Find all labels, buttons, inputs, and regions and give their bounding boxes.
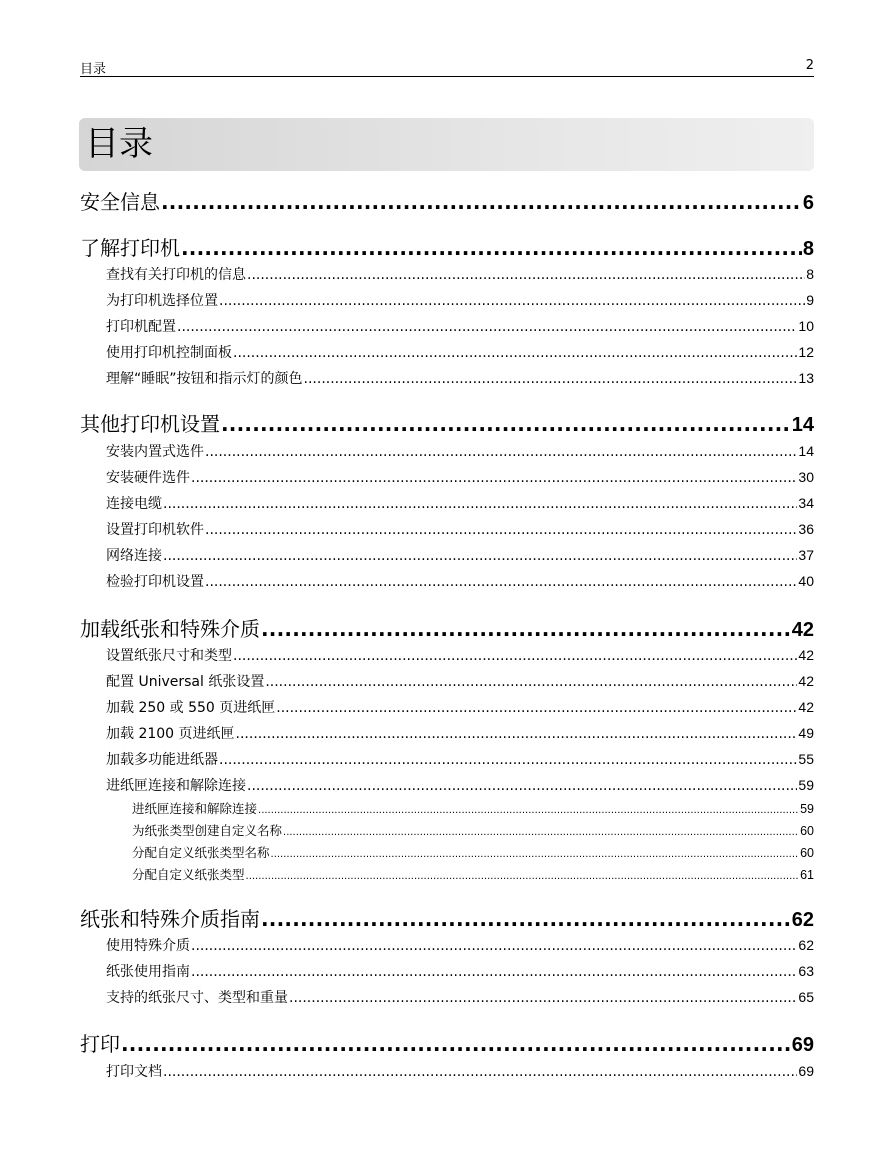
toc-dot-leader [261,907,791,931]
toc-section-entry[interactable] [106,467,814,487]
toc-entry-title: 检验打印机设置 [106,574,204,590]
toc-entry-title: 分配自定义纸张类型 [132,867,245,882]
toc-section-entry[interactable] [106,519,814,539]
header-page-number: 2 [805,58,814,73]
toc-entry-title: 加载 2100 页进纸匣 [106,726,235,742]
toc-entry-page: 9 [806,292,814,308]
toc-dot-leader [177,319,797,335]
header-title: 目录 [80,62,107,77]
toc-dot-leader [219,752,797,768]
toc-entry-title: 连接电缆 [106,496,162,512]
toc-entry-title: 安全信息 [80,190,160,214]
toc-dot-leader [181,236,802,260]
toc-entry-title: 安装内置式选件 [106,444,204,460]
toc-dot-leader [233,648,797,664]
toc-entry-page: 60 [800,824,814,838]
toc-entry-page: 65 [798,989,814,1005]
toc-dot-leader [221,412,791,436]
toc-section-entry[interactable] [106,342,814,362]
toc-entry-title: 为打印机选择位置 [106,293,218,309]
toc-entry-page: 40 [798,573,814,589]
toc-entry-title: 支持的纸张尺寸、类型和重量 [106,990,288,1006]
toc-entry-title: 理解“睡眠”按钮和指示灯的颜色 [106,371,303,387]
toc-entry-title: 打印 [80,1032,120,1056]
toc-section-entry[interactable] [106,987,814,1007]
toc-entry-title: 使用特殊介质 [106,938,190,954]
toc-dot-leader [236,726,798,742]
toc-entry-title: 网络连接 [106,548,162,564]
toc-entry-page: 13 [798,370,814,386]
toc-dot-leader [265,674,797,690]
toc-chapter-entry[interactable] [80,186,814,215]
toc-section-entry[interactable] [106,775,814,795]
toc-entry-title: 加载纸张和特殊介质 [80,617,260,641]
toc-dot-leader [246,871,800,882]
toc-section-entry[interactable] [106,697,814,717]
toc-section-entry[interactable] [106,571,814,591]
toc-entry-page: 14 [791,414,814,436]
toc-dot-leader [233,345,797,361]
toc-entry-page: 30 [798,469,814,485]
toc-dot-leader [219,293,805,309]
toc-dot-leader [205,444,797,460]
toc-entry-title: 进纸匣连接和解除连接 [106,778,246,794]
toc-entry-page: 34 [798,495,814,511]
toc-banner [79,118,814,171]
toc-section-entry[interactable] [106,316,814,336]
toc-section-entry[interactable] [106,264,814,284]
toc-section-entry[interactable] [106,441,814,461]
toc-entry-title: 打印文档 [106,1064,162,1080]
toc-entry-title: 查找有关打印机的信息 [106,267,246,283]
toc-entry-page: 59 [800,802,814,816]
toc-entry-title: 设置打印机软件 [106,522,204,538]
toc-entry-page: 61 [800,868,814,882]
toc-dot-leader [191,470,797,486]
toc-section-entry[interactable] [106,961,814,981]
toc-entry-page: 14 [798,443,814,459]
toc-entry-page: 69 [791,1034,814,1056]
toc-entry-page: 8 [806,266,814,282]
toc-entry-title: 加载 250 或 550 页进纸匣 [106,700,276,716]
toc-section-entry[interactable] [106,723,814,743]
toc-dot-leader [161,190,802,214]
toc-entry-title: 加载多功能进纸器 [106,752,218,768]
toc-dot-leader [247,778,797,794]
toc-chapter-entry[interactable] [80,613,814,642]
toc-section-entry[interactable] [106,935,814,955]
toc-chapter-entry[interactable] [80,408,814,437]
toc-section-entry[interactable] [106,493,814,513]
toc-section-entry[interactable] [106,1061,814,1081]
toc-subsection-entry[interactable] [132,865,814,883]
toc-section-entry[interactable] [106,645,814,665]
toc-entry-title: 设置纸张尺寸和类型 [106,648,232,664]
toc-dot-leader [276,700,797,716]
toc-entry-page: 42 [798,699,814,715]
toc-dot-leader [163,496,797,512]
toc-dot-leader [121,1032,791,1056]
toc-entry-page: 55 [798,751,814,767]
toc-subsection-entry[interactable] [132,843,814,861]
toc-section-entry[interactable] [106,290,814,310]
toc-section-entry[interactable] [106,749,814,769]
toc-dot-leader [205,522,797,538]
toc-subsection-entry[interactable] [132,821,814,839]
toc-entry-page: 62 [798,937,814,953]
toc-entry-title: 打印机配置 [106,319,176,335]
toc-chapter-entry[interactable] [80,1028,814,1057]
toc-entry-title: 分配自定义纸张类型名称 [132,845,270,860]
toc-entry-title: 使用打印机控制面板 [106,345,232,361]
toc-dot-leader [163,1064,797,1080]
toc-dot-leader [283,827,799,838]
toc-entry-page: 42 [798,647,814,663]
toc-entry-page: 62 [791,909,814,931]
running-header [80,58,814,77]
toc-section-entry[interactable] [106,671,814,691]
toc-entry-page: 59 [798,777,814,793]
toc-chapter-entry[interactable] [80,903,814,932]
toc-dot-leader [261,617,791,641]
toc-subsection-entry[interactable] [132,799,814,817]
toc-dot-leader [304,371,798,387]
toc-entry-title: 纸张和特殊介质指南 [80,907,260,931]
toc-dot-leader [258,805,799,816]
toc-chapter-entry[interactable] [80,232,814,261]
toc-section-entry[interactable] [106,368,814,388]
toc-entry-title: 纸张使用指南 [106,964,190,980]
toc-entry-title: 了解打印机 [80,236,180,260]
toc-entry-page: 8 [802,238,814,260]
toc-dot-leader [205,574,797,590]
toc-entry-page: 60 [800,846,814,860]
toc-entry-page: 36 [798,521,814,537]
toc-entry-page: 42 [791,619,814,641]
toc-entry-page: 49 [798,725,814,741]
toc-entry-title: 进纸匣连接和解除连接 [132,801,258,816]
toc-dot-leader [247,267,805,283]
toc-dot-leader [191,964,797,980]
toc-heading: 目录 [85,124,153,164]
toc-entry-title: 配置 Universal 纸张设置 [106,674,265,690]
toc-section-entry[interactable] [106,545,814,565]
toc-entry-page: 37 [798,547,814,563]
toc-dot-leader [271,849,800,860]
toc-entry-page: 42 [798,673,814,689]
toc-entry-page: 6 [802,192,814,214]
toc-entry-title: 为纸张类型创建自定义名称 [132,823,283,838]
toc-entry-page: 69 [798,1063,814,1079]
toc-dot-leader [289,990,797,1006]
toc-entry-title: 其他打印机设置 [80,412,220,436]
toc-entry-page: 63 [798,963,814,979]
toc-entry-title: 安装硬件选件 [106,470,190,486]
toc-dot-leader [191,938,797,954]
toc-dot-leader [163,548,797,564]
toc-entry-page: 10 [798,318,814,334]
toc-entry-page: 12 [798,344,814,360]
